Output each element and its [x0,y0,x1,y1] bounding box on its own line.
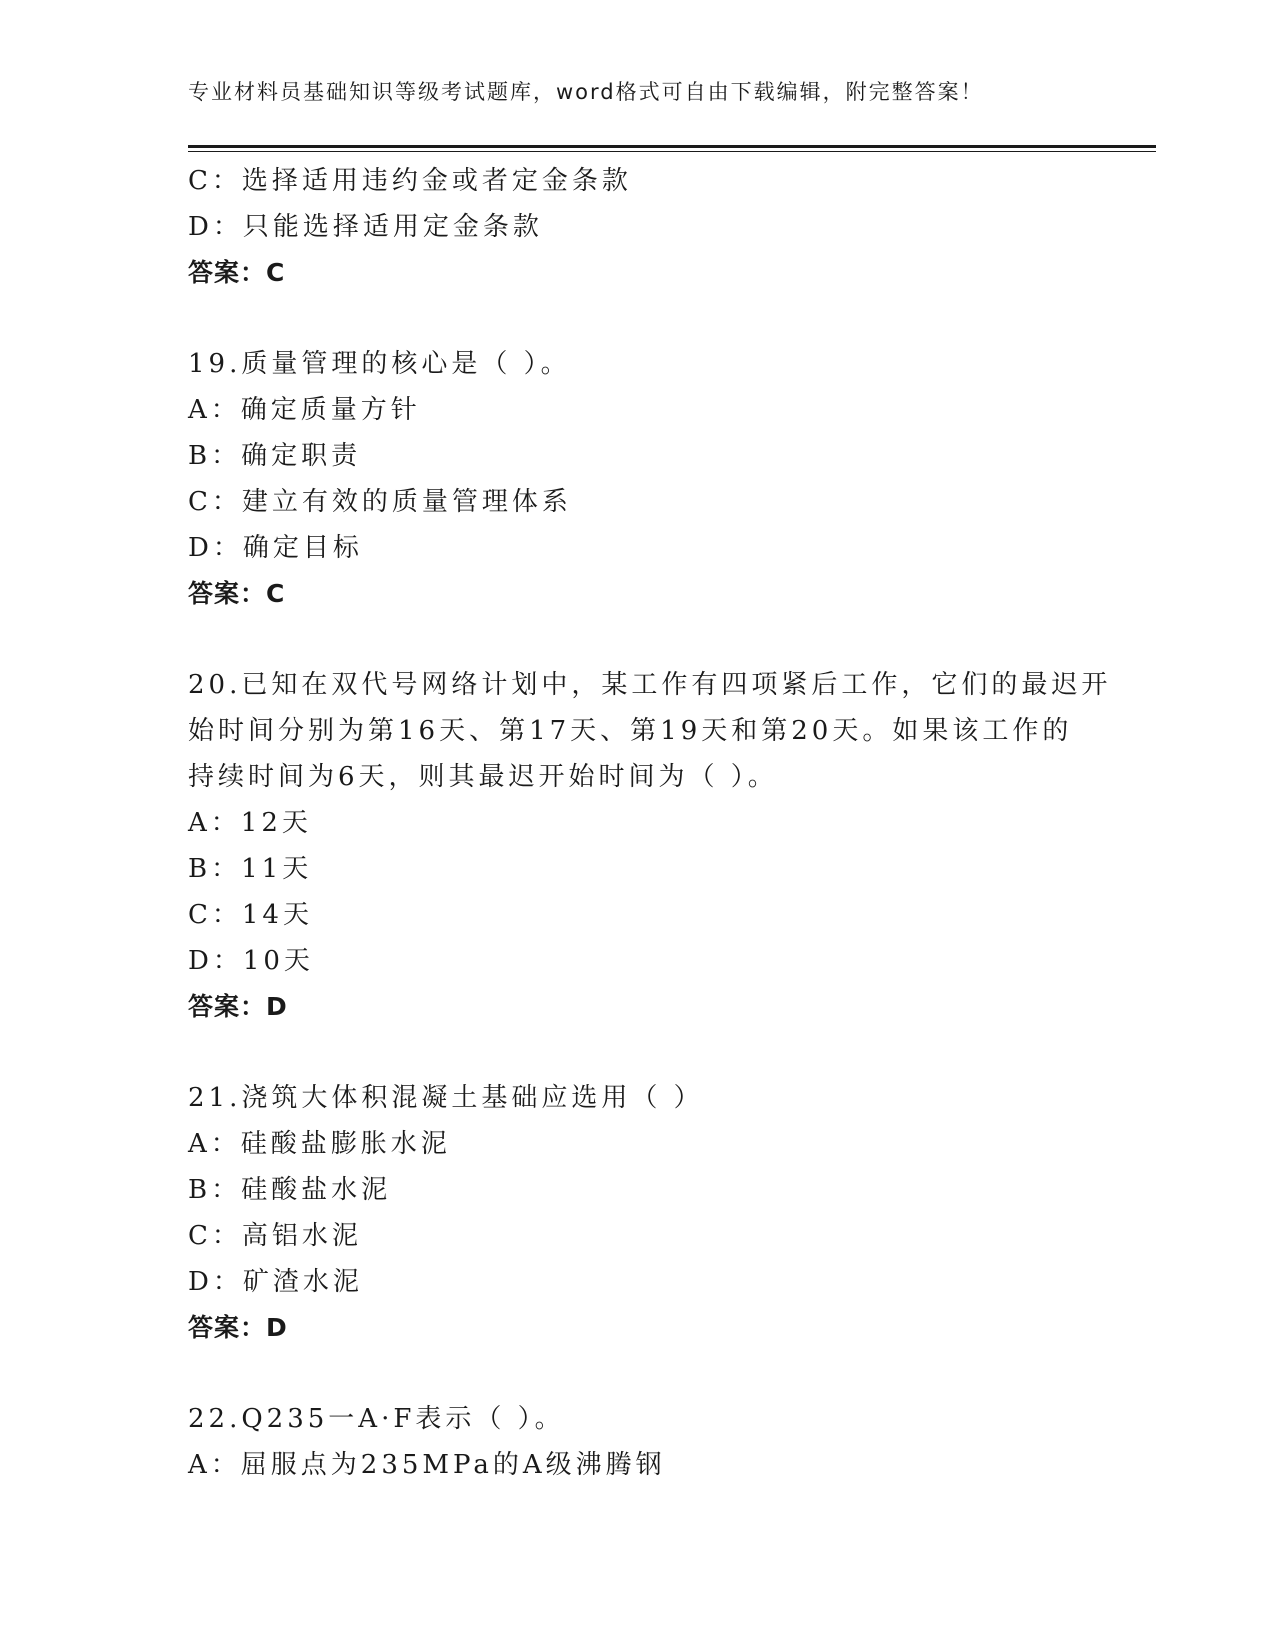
option-line: D：10天 [188,946,314,976]
answer-line: 答案：C [188,579,286,608]
question-block [188,1075,1108,1351]
prev-question-block [188,158,1108,296]
question-stem: 22.Q235一A·F表示（ ）。 [188,1404,565,1434]
question-stem: 21.浇筑大体积混凝土基础应选用（ ） [188,1083,704,1113]
answer-line: 答案：D [188,992,288,1021]
option-line: B：硅酸盐水泥 [188,1175,392,1205]
option-line: B：11天 [188,854,313,884]
option-line: C：选择适用违约金或者定金条款 [188,166,632,196]
option-line: D：确定目标 [188,533,363,563]
question-stem: 始时间分别为第16天、第17天、第19天和第20天。如果该工作的 [188,716,1073,746]
option-line: A：屈服点为235MPa的A级沸腾钢 [188,1450,666,1480]
header-divider [188,145,1156,148]
question-stem: 20.已知在双代号网络计划中，某工作有四项紧后工作，它们的最迟开 [188,670,1112,700]
answer-line: 答案：D [188,1313,288,1342]
option-line: C：14天 [188,900,313,930]
question-stem: 持续时间为6天，则其最迟开始时间为（ ）。 [188,762,778,792]
option-line: A：确定质量方针 [188,395,421,425]
question-block [188,1396,1108,1488]
option-line: C：建立有效的质量管理体系 [188,487,572,517]
page-header: 专业材料员基础知识等级考试题库，word格式可自由下载编辑，附完整答案！ [188,80,984,104]
question-block [188,341,1108,617]
option-line: B：确定职责 [188,441,362,471]
option-line: C：高铝水泥 [188,1221,362,1251]
option-line: D：矿渣水泥 [188,1267,363,1297]
question-block [188,662,1112,1030]
option-line: D：只能选择适用定金条款 [188,212,543,242]
option-line: A：硅酸盐膨胀水泥 [188,1129,451,1159]
answer-line: 答案：C [188,258,286,287]
question-list [188,158,1112,1488]
question-stem: 19.质量管理的核心是（ ）。 [188,349,571,379]
header-divider-thin [188,151,1156,152]
option-line: A：12天 [188,808,312,838]
